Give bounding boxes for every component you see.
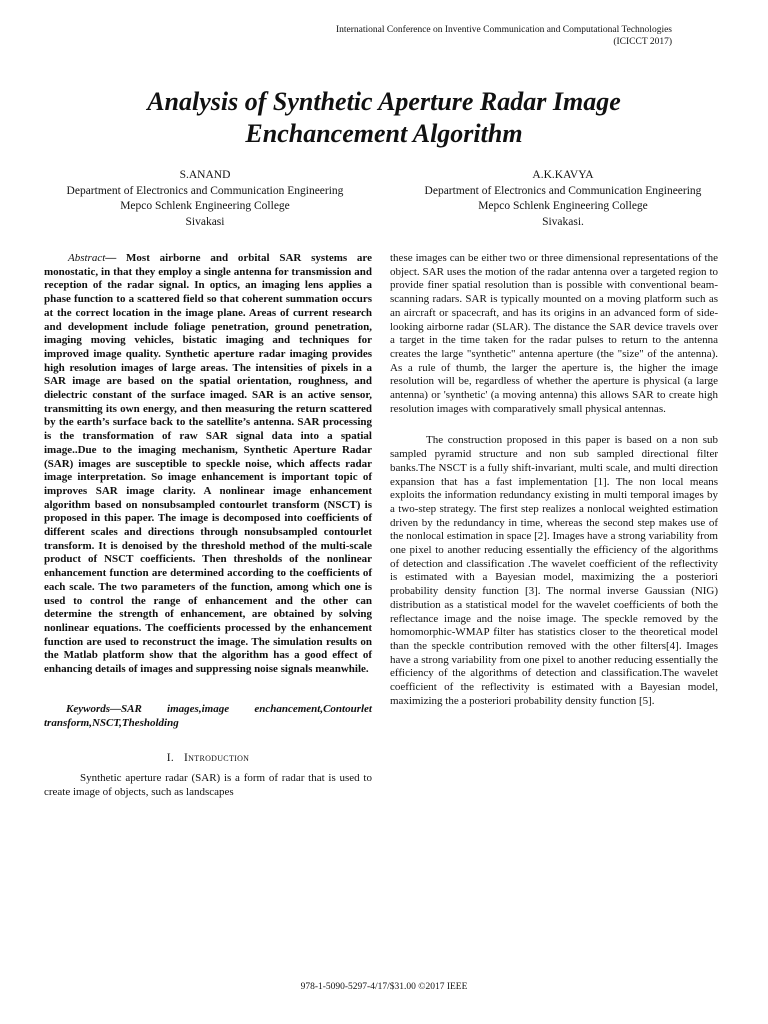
right-column	[390, 252, 718, 709]
author-city: Sivakasi	[185, 215, 225, 228]
section-title: Introduction	[184, 752, 250, 765]
author-college: Mepco Schlenk Engineering College	[120, 200, 290, 212]
abstract-label: Abstract	[68, 252, 106, 264]
abstract	[44, 252, 372, 677]
author-block-1	[30, 168, 380, 230]
left-column	[44, 252, 372, 799]
body-paragraph: these images can be either two or three dimensional representations of the object. SAR uses the motion of the radar antenna over a targeted region to provide finer spatial resolution than is possible with conventional beam-scanning radars. SAR is typically mounted on a moving platform such as an aircraft or spacecraft, and has its origins in an advanced form of side-looking airborne radar (SLAR). The distance the SAR device travels over a target in the time taken for the radar pulses to return to the antenna creates the large "synthetic" antenna aperture (the "size" of the antenna). As a rule of thumb, the larger the aperture is, the higher the image resolution will be, regardless of whether the aperture is physical (a large antenna) or 'synthetic' (a moving antenna) this allows SAR to create high resolution images with comparatively small physical antennas.	[390, 252, 718, 415]
keywords: Keywords—SAR images,image enchancement,Contourlet transform,NSCT,Thesholding	[44, 702, 372, 729]
conference-header	[252, 24, 672, 48]
title-line-2: Enchancement Algorithm	[245, 119, 523, 148]
conference-acronym: (ICICCT 2017)	[613, 37, 672, 47]
body-paragraph: The construction proposed in this paper is based on a non sub sampled pyramid structure and non sub sampled directional filter banks.The NSCT is a fully shift-invariant, multi scale, and multi direction expansion that has a fast implementation [1]. The non local means exploits the information redundancy existing in multi temporal images by a two-step strategy. The first step realizes a nonlocal weighted estimation driven by the redundancy in time, whereas the second step makes use of the nonlocal estimation in space [2]. Images have a strong variability from one pixel to another reducing essentially the efficiency of the algorithms of detection and classification .The wavelet coefficient of the reflectivity is estimated with a Bayesian model, maximizing the a posteriori probability density function [3]. The normal inverse Gaussian (NIG) distribution as a statistical model for the wavelet coefficients of both the reflectance image and the noise image. The speckle removed by the homomorphic-WMAP filter has statistics closer to the theoretical model than the speckle contribution removed with the other filters[4]. Images have a strong variability from one pixel to another reducing essentially the efficiency of the algorithms of detection and classification.The wavelet coefficient of the reflectivity is estimated with a Bayesian model, maximizing the a posteriori probability density function [5].	[390, 434, 718, 707]
abstract-text: — Most airborne and orbital SAR systems are monostatic, in that they employ a single antenna for transmission and reception of the radar signal. In optics, an imaging lens applies a phase function to a scattered field so that coherent summation occurs at the correct location in the image plane. Areas of current research and development include foliage penetration, ground penetration, imaging moving vehicles, bistatic imaging and techniques for improved image quality. Synthetic aperture radar imaging provides high resolution images of large areas. The intensities of pixels in a SAR image are based on the spatial orientation, roughness, and dielectric constant of the surface imaged. SAR is an active sensor, transmitting its own energy, and then measuring the return scattered by the earth’s surface back to the satellite’s antenna. SAR processing is the transformation of raw SAR signal data into a spatial image..Due to the imaging mechanism, Synthetic Aperture Radar (SAR) images are susceptible to speckle noise, which affects radar image interpretation. So image enhancement is important topic of improves SAR image clarity. A nonlinear image enhancement algorithm based on nonsubsampled contourlet transform (NSCT) is proposed in this paper. The image is decomposed into coefficients of different scales and directions through nonsubsampled contourlet transform. It is denoised by the threshold method of the multi-scale product of NSCT coefficients. Then thresholds of the nonlinear enhancement function are determined according to the coefficients of each scale. The two parameters of the function, among which one is used to control the range of enhancement and the other can determine the strength of enhancement, are obtained by solving nonlinear equations. The coefficients processed by the enhancement function are used to reconstruct the image. The simulation results on the Matlab platform show that the algorithm has a good effect of enhancing details of images and suppressing noise signals meanwhile.	[44, 252, 372, 676]
introduction-opening: Synthetic aperture radar (SAR) is a form of radar that is used to create image of objects, such as landscapes	[44, 771, 372, 798]
section-heading-introduction	[44, 752, 372, 766]
author-block-2	[388, 168, 738, 230]
author-city: Sivakasi.	[542, 215, 584, 228]
paper-title	[40, 86, 728, 150]
conference-name: International Conference on Inventive Communication and Computational Technologies	[335, 25, 672, 35]
author-name: S.ANAND	[179, 169, 231, 181]
author-department: Department of Electronics and Communication Engineering	[66, 184, 344, 197]
author-name: A.K.KAVYA	[532, 169, 594, 181]
section-number: I.	[166, 752, 175, 765]
copyright-footer: 978-1-5090-5297-4/17/$31.00 ©2017 IEEE	[300, 982, 468, 992]
title-line-1: Analysis of Synthetic Aperture Radar Image	[147, 87, 621, 116]
author-department: Department of Electronics and Communication Engineering	[424, 184, 702, 197]
author-college: Mepco Schlenk Engineering College	[478, 200, 648, 212]
